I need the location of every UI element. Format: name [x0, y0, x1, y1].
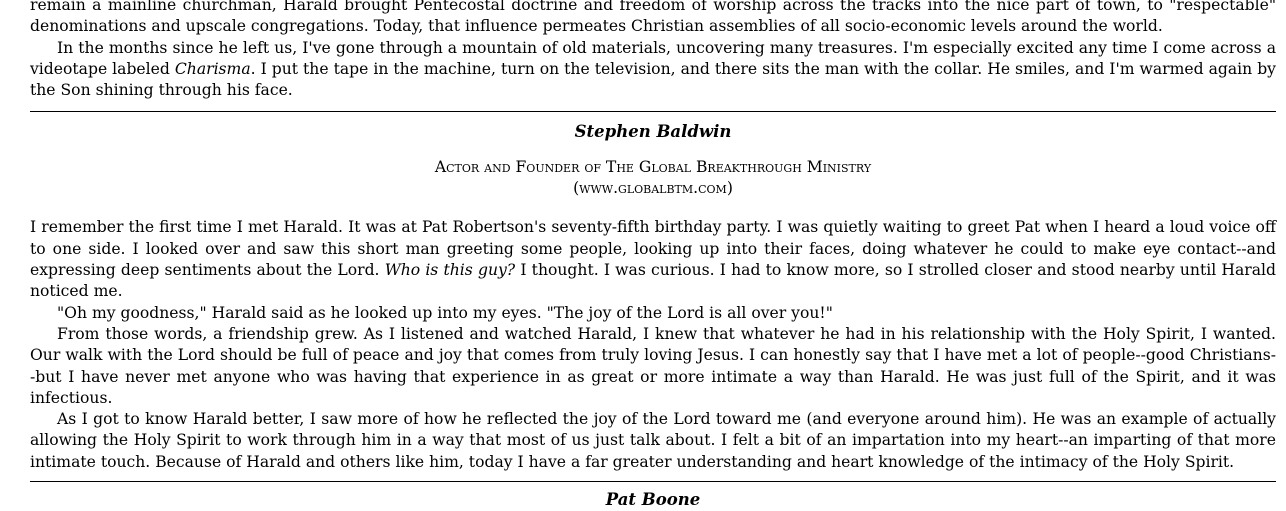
section-stephen-baldwin — [30, 121, 1276, 473]
text-run: I remember the first time I met Harald. It was at Pat Robertson's seventy-fifth birthday party. I was quietly waiting to greet Pat when I heard a loud voice off to one side. I looked over and saw this short man greeting some people, looking up into their faces, doing whatever he could to make eye contact--and expressing deep sentiments about the Lord. — [30, 218, 1276, 280]
text-run: . I put the tape in the machine, turn on the television, and there sits the man with the collar. He smiles, and I'm warmed again by the Son shining through his face. — [30, 59, 1276, 100]
italic-text: Charisma — [174, 59, 251, 78]
contributor-name: Pat Boone — [605, 490, 701, 510]
section-divider — [30, 111, 1276, 112]
italic-text: Who is this guy? — [384, 261, 516, 280]
paragraph — [30, 409, 1276, 473]
document-page — [30, 0, 1276, 511]
text-run: As I got to know Harald better, I saw more of how he reflected the joy of the Lord toward me (and everyone around him). He was an example of actually allowing the Holy Spirit to work through him in a way that most of us just talk about. I felt a bit of an impartation into my heart--an imparting of that more intimate touch. Because of Harald and others like him, today I have a far greater understanding and heart knowledge of the intimacy of the Holy Spirit. — [30, 410, 1276, 471]
text-run: From those words, a friendship grew. As I listened and watched Harald, I knew that whatever he had in his relationship with the Holy Spirit, I wanted. Our walk with the Lord should be full of peace and joy that comes from truly loving Jesus. I can honestly say that I have met a lot of people--good Christians--but I have never met anyone who was having that experience in as great or more intimate a way than Harald. He was just full of the Spirit, and it was infectious. — [30, 324, 1276, 407]
paragraph — [30, 217, 1276, 302]
paragraph — [30, 38, 1276, 102]
text-run: In the months since he left us, I've gone through a mountain of old materials, uncovering many treasures. I'm especially excited any time I come across a videotape labeled — [30, 38, 1276, 78]
section-closing-tribute — [30, 0, 1276, 101]
paragraph — [30, 0, 1276, 38]
text-run: remain a mainline churchman, Harald brought Pentecostal doctrine and freedom of worship across the tracks into the nice part of town, to "respectable" denominations and upscale congregations. Today, that influence permeates Christian assemblies of all socio-economic levels around the world. — [30, 0, 1276, 36]
paragraph — [30, 303, 1276, 324]
contributor-name: Stephen Baldwin — [574, 122, 732, 142]
contributor-title: Actor and Founder of The Global Breakthrough Ministry — [434, 158, 872, 177]
section-divider — [30, 481, 1276, 482]
paragraph — [30, 324, 1276, 409]
text-run: I thought. I was curious. I had to know more, so I strolled closer and stood nearby until Harald noticed me. — [30, 261, 1276, 301]
text-run: "Oh my goodness," Harald said as he looked up into my eyes. "The joy of the Lord is all over you!" — [57, 303, 833, 322]
section-pat-boone — [30, 489, 1276, 511]
contributor-website: (www.globalbtm.com) — [573, 179, 733, 198]
